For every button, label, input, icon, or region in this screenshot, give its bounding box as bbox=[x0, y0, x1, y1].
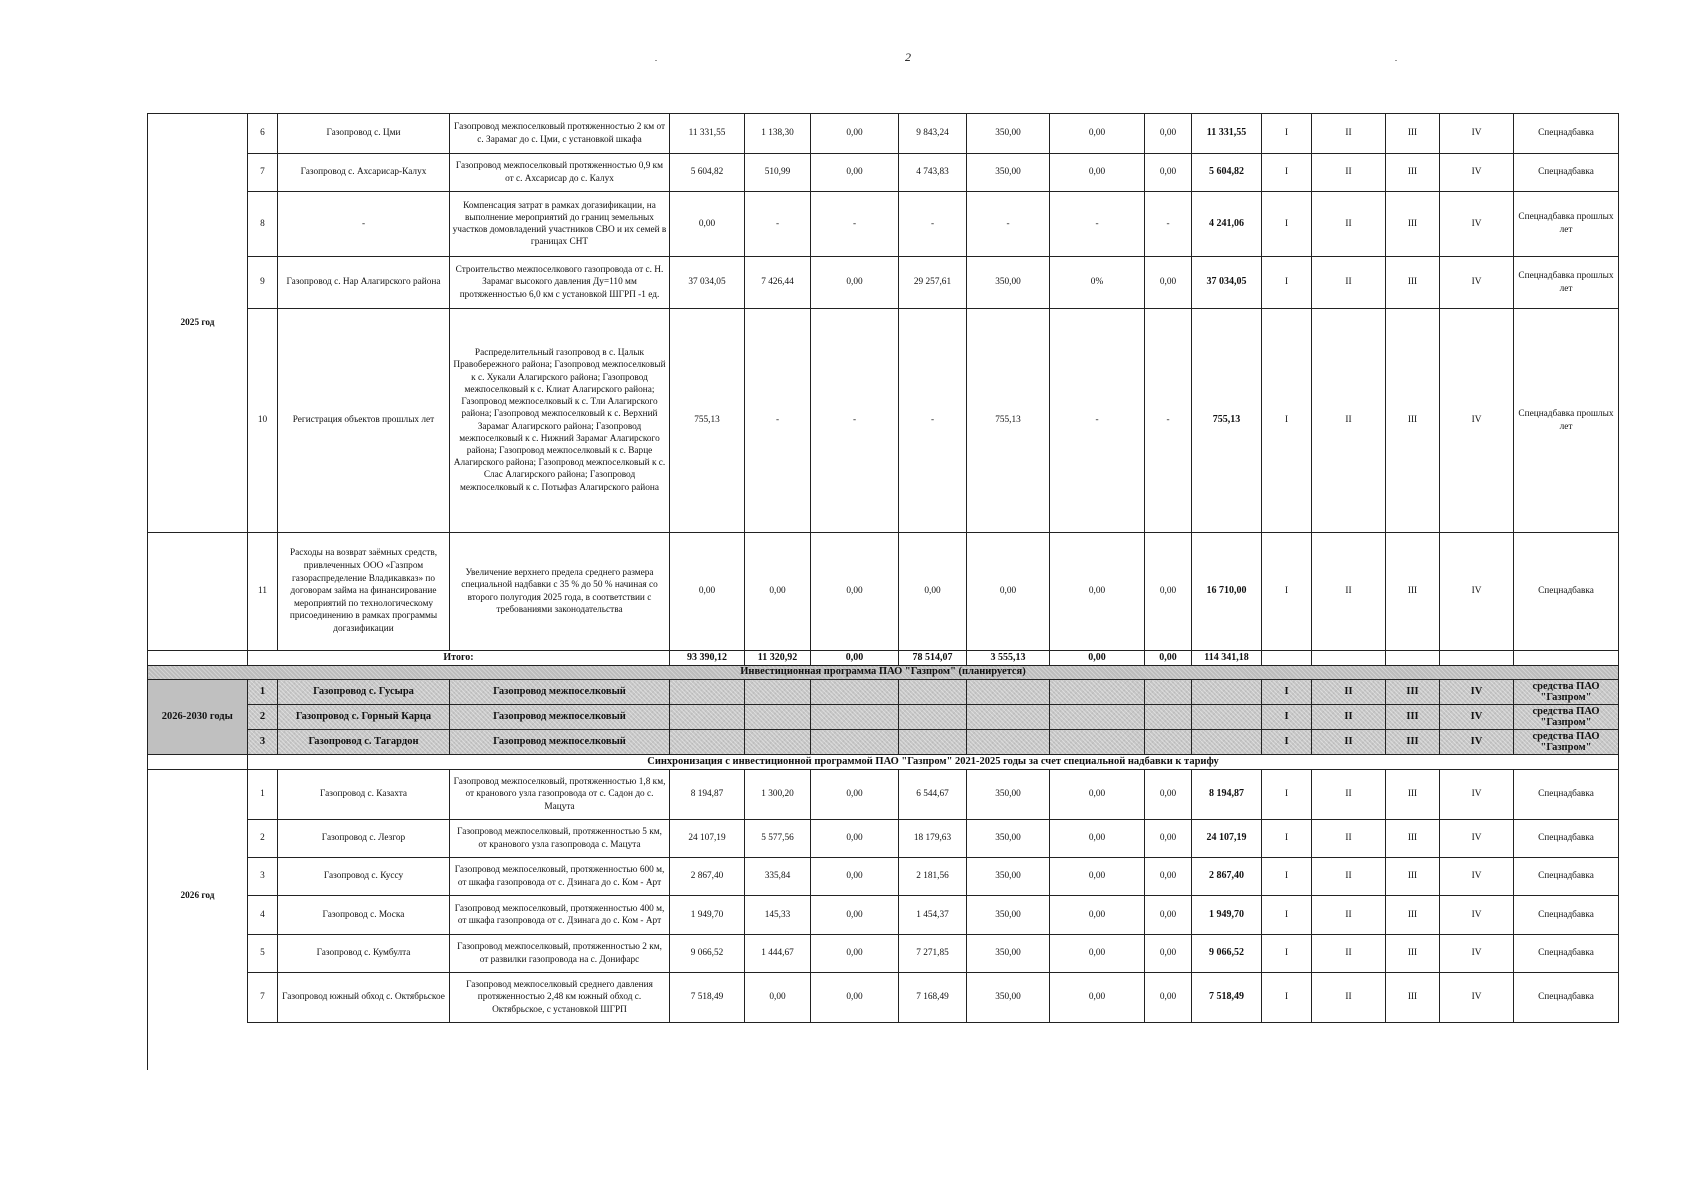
amount-c4: - bbox=[899, 192, 967, 257]
blank-cell bbox=[745, 730, 811, 755]
amount-c8: 37 034,05 bbox=[1192, 257, 1262, 309]
total-c7: 0,00 bbox=[1145, 651, 1192, 666]
amount-c3: 0,00 bbox=[811, 935, 899, 973]
total-c5: 3 555,13 bbox=[967, 651, 1050, 666]
quarter-q3: III bbox=[1386, 257, 1440, 309]
object-description: Газопровод межпоселковый bbox=[450, 705, 670, 730]
row-number: 3 bbox=[248, 858, 278, 896]
quarter-q2: II bbox=[1312, 705, 1386, 730]
amount-c1: 1 949,70 bbox=[670, 896, 745, 935]
quarter-q3: III bbox=[1386, 896, 1440, 935]
amount-c2: 0,00 bbox=[745, 973, 811, 1023]
amount-c4: 1 454,37 bbox=[899, 896, 967, 935]
amount-c1: 0,00 bbox=[670, 533, 745, 651]
quarter-q4: IV bbox=[1440, 896, 1514, 935]
blank-cell bbox=[1386, 651, 1440, 666]
object-description: Газопровод межпоселковый, протяженностью 600 м, от шкафа газопровода от с. Дзинага до с. Ком - Арт bbox=[450, 858, 670, 896]
amount-c7: - bbox=[1145, 192, 1192, 257]
quarter-q1: I bbox=[1262, 730, 1312, 755]
amount-c6: 0,00 bbox=[1050, 770, 1145, 820]
amount-c2: 5 577,56 bbox=[745, 820, 811, 858]
blank-cell bbox=[670, 705, 745, 730]
total-c3: 0,00 bbox=[811, 651, 899, 666]
amount-c6: 0% bbox=[1050, 257, 1145, 309]
object-description: Газопровод межпоселковый, протяженностью 2 км, от развилки газопровода на с. Донифарс bbox=[450, 935, 670, 973]
amount-c5: - bbox=[967, 192, 1050, 257]
section-2025 bbox=[148, 114, 1619, 666]
amount-c7: 0,00 bbox=[1145, 820, 1192, 858]
quarter-q2: II bbox=[1312, 192, 1386, 257]
amount-c6: 0,00 bbox=[1050, 896, 1145, 935]
quarter-q2: II bbox=[1312, 770, 1386, 820]
quarter-q4: IV bbox=[1440, 114, 1514, 154]
amount-c3: - bbox=[811, 309, 899, 533]
sync-header-row bbox=[148, 755, 1619, 770]
row-number: 11 bbox=[248, 533, 278, 651]
total-c2: 11 320,92 bbox=[745, 651, 811, 666]
table-row bbox=[148, 533, 1619, 651]
quarter-q3: III bbox=[1386, 858, 1440, 896]
amount-c3: 0,00 bbox=[811, 770, 899, 820]
quarter-q1: I bbox=[1262, 533, 1312, 651]
quarter-q2: II bbox=[1312, 257, 1386, 309]
amount-c5: 350,00 bbox=[967, 257, 1050, 309]
blank-cell bbox=[899, 730, 967, 755]
table-row bbox=[148, 935, 1619, 973]
amount-c8: 755,13 bbox=[1192, 309, 1262, 533]
amount-c7: 0,00 bbox=[1145, 154, 1192, 192]
quarter-q2: II bbox=[1312, 533, 1386, 651]
blank-cell bbox=[1192, 680, 1262, 705]
funding-source: средства ПАО "Газпром" bbox=[1514, 705, 1619, 730]
object-description: Газопровод межпоселковый протяженностью 2 км от с. Зарамаг до с. Цми, с установкой шкафа bbox=[450, 114, 670, 154]
page-number: 2 bbox=[905, 50, 911, 64]
row-number: 1 bbox=[248, 770, 278, 820]
quarter-q4: IV bbox=[1440, 192, 1514, 257]
total-c4: 78 514,07 bbox=[899, 651, 967, 666]
sync-header: Синхронизация с инвестиционной программой ПАО "Газпром" 2021-2025 годы за счет специальной надбавки к тарифу bbox=[248, 755, 1619, 770]
blank-cell bbox=[811, 680, 899, 705]
total-label: Итого: bbox=[248, 651, 670, 666]
blank-cell bbox=[1145, 680, 1192, 705]
object-name: Газопровод с. Тагардон bbox=[278, 730, 450, 755]
amount-c4: 6 544,67 bbox=[899, 770, 967, 820]
amount-c7: 0,00 bbox=[1145, 935, 1192, 973]
year-cell: 2025 год bbox=[148, 114, 248, 533]
blank-cell bbox=[1514, 651, 1619, 666]
quarter-q3: III bbox=[1386, 820, 1440, 858]
quarter-q3: III bbox=[1386, 770, 1440, 820]
object-description: Газопровод межпоселковый, протяженностью 5 км, от кранового узла газопровода с. Мацута bbox=[450, 820, 670, 858]
blank-cell bbox=[811, 730, 899, 755]
amount-c6: 0,00 bbox=[1050, 973, 1145, 1023]
object-name: Газопровод южный обход с. Октябрьское bbox=[278, 973, 450, 1023]
object-name: Газопровод с. Куссу bbox=[278, 858, 450, 896]
total-row bbox=[148, 651, 1619, 666]
quarter-q1: I bbox=[1262, 896, 1312, 935]
blank-cell bbox=[745, 705, 811, 730]
funding-source: Спецнадбавка bbox=[1514, 533, 1619, 651]
quarter-q3: III bbox=[1386, 680, 1440, 705]
quarter-q1: I bbox=[1262, 973, 1312, 1023]
quarter-q2: II bbox=[1312, 973, 1386, 1023]
quarter-q3: III bbox=[1386, 533, 1440, 651]
amount-c2: 1 444,67 bbox=[745, 935, 811, 973]
row-number: 3 bbox=[248, 730, 278, 755]
amount-c1: 37 034,05 bbox=[670, 257, 745, 309]
amount-c8: 1 949,70 bbox=[1192, 896, 1262, 935]
row-number: 9 bbox=[248, 257, 278, 309]
year-cell: 2026-2030 годы bbox=[148, 680, 248, 755]
amount-c3: 0,00 bbox=[811, 896, 899, 935]
amount-c7: 0,00 bbox=[1145, 973, 1192, 1023]
blank-cell bbox=[148, 651, 248, 666]
amount-c8: 5 604,82 bbox=[1192, 154, 1262, 192]
row-number: 6 bbox=[248, 114, 278, 154]
investment-row bbox=[148, 705, 1619, 730]
funding-source: средства ПАО "Газпром" bbox=[1514, 680, 1619, 705]
amount-c5: 350,00 bbox=[967, 935, 1050, 973]
blank-cell bbox=[899, 680, 967, 705]
object-description: Газопровод межпоселковый, протяженностью 1,8 км, от кранового узла газопровода от с. Садон до с. Мацута bbox=[450, 770, 670, 820]
amount-c5: 350,00 bbox=[967, 973, 1050, 1023]
blank-cell bbox=[967, 680, 1050, 705]
amount-c8: 11 331,55 bbox=[1192, 114, 1262, 154]
table-row bbox=[148, 858, 1619, 896]
quarter-q3: III bbox=[1386, 705, 1440, 730]
amount-c5: 755,13 bbox=[967, 309, 1050, 533]
funding-source: Спецнадбавка bbox=[1514, 935, 1619, 973]
amount-c2: - bbox=[745, 192, 811, 257]
amount-c7: - bbox=[1145, 309, 1192, 533]
year-cell: 2026 год bbox=[148, 770, 248, 1023]
blank-cell bbox=[811, 705, 899, 730]
funding-source: Спецнадбавка bbox=[1514, 973, 1619, 1023]
quarter-q2: II bbox=[1312, 820, 1386, 858]
year-cell bbox=[148, 533, 248, 651]
object-name: Регистрация объектов прошлых лет bbox=[278, 309, 450, 533]
quarter-q2: II bbox=[1312, 680, 1386, 705]
amount-c4: 0,00 bbox=[899, 533, 967, 651]
object-name: Расходы на возврат заёмных средств, привлеченных ООО «Газпром газораспределение Владикавказ» по договорам займа на финансирование мероприятий по технологическому присоединению в рамках программы догазификации bbox=[278, 533, 450, 651]
amount-c1: 0,00 bbox=[670, 192, 745, 257]
quarter-q1: I bbox=[1262, 309, 1312, 533]
quarter-q1: I bbox=[1262, 820, 1312, 858]
quarter-q3: III bbox=[1386, 730, 1440, 755]
funding-source: Спецнадбавка bbox=[1514, 770, 1619, 820]
object-description: Газопровод межпоселковый, протяженностью 400 м, от шкафа газопровода от с. Дзинага до с. Ком - Арт bbox=[450, 896, 670, 935]
amount-c7: 0,00 bbox=[1145, 114, 1192, 154]
blank-cell bbox=[899, 705, 967, 730]
object-description: Газопровод межпоселковый среднего давления протяженностью 2,48 км южный обход с. Октябрьское, с установкой ШГРП bbox=[450, 973, 670, 1023]
object-name: Газопровод с. Лезгор bbox=[278, 820, 450, 858]
amount-c6: 0,00 bbox=[1050, 114, 1145, 154]
blank-cell bbox=[670, 680, 745, 705]
table-row bbox=[148, 820, 1619, 858]
quarter-q2: II bbox=[1312, 309, 1386, 533]
quarter-q2: II bbox=[1312, 114, 1386, 154]
blank-cell bbox=[1050, 730, 1145, 755]
amount-c8: 2 867,40 bbox=[1192, 858, 1262, 896]
quarter-q2: II bbox=[1312, 935, 1386, 973]
left-rule bbox=[147, 115, 148, 1070]
amount-c5: 350,00 bbox=[967, 154, 1050, 192]
object-name: Газопровод с. Цми bbox=[278, 114, 450, 154]
object-description: Газопровод межпоселковый bbox=[450, 680, 670, 705]
amount-c6: 0,00 bbox=[1050, 935, 1145, 973]
amount-c3: 0,00 bbox=[811, 114, 899, 154]
quarter-q2: II bbox=[1312, 858, 1386, 896]
funding-source: Спецнадбавка bbox=[1514, 896, 1619, 935]
row-number: 5 bbox=[248, 935, 278, 973]
quarter-q3: III bbox=[1386, 309, 1440, 533]
amount-c1: 755,13 bbox=[670, 309, 745, 533]
amount-c8: 16 710,00 bbox=[1192, 533, 1262, 651]
quarter-q3: III bbox=[1386, 192, 1440, 257]
object-name: Газопровод с. Моска bbox=[278, 896, 450, 935]
row-number: 7 bbox=[248, 973, 278, 1023]
object-description: Распределительный газопровод в с. Цалык Правобережного района; Газопровод межпоселковый к с. Хукали Алагирского района; Газопровод межпоселковый к с. Клиат Алагирского района; Газопровод межпоселковый к с. Тли Алагирского района; Газопровод межпоселковый к с. Верхний Зарамаг Алагирского района; Газопровод межпоселковый к с. Нижний Зарамаг Алагирского района; Газопровод межпоселковый к с. Варце Алагирского района; Газопровод межпоселковый к с. Слас Алагирского района; Газопровод межпоселковый к с. Потыфаз Алагирского района bbox=[450, 309, 670, 533]
section-investment bbox=[148, 666, 1619, 755]
table-row bbox=[148, 192, 1619, 257]
amount-c3: 0,00 bbox=[811, 154, 899, 192]
object-description: Компенсация затрат в рамках догазификации, на выполнение мероприятий до границ земельных участков домовладений участников СВО и их семей в границах СНТ bbox=[450, 192, 670, 257]
funding-source: Спецнадбавка прошлых лет bbox=[1514, 192, 1619, 257]
amount-c3: 0,00 bbox=[811, 973, 899, 1023]
amount-c1: 9 066,52 bbox=[670, 935, 745, 973]
quarter-q1: I bbox=[1262, 680, 1312, 705]
blank-cell bbox=[1262, 651, 1312, 666]
quarter-q1: I bbox=[1262, 192, 1312, 257]
amount-c4: - bbox=[899, 309, 967, 533]
quarter-q1: I bbox=[1262, 858, 1312, 896]
object-name: Газопровод с. Ахсарисар-Калух bbox=[278, 154, 450, 192]
object-name: Газопровод с. Кумбулта bbox=[278, 935, 450, 973]
table-row bbox=[148, 973, 1619, 1023]
funding-source: Спецнадбавка bbox=[1514, 858, 1619, 896]
amount-c1: 2 867,40 bbox=[670, 858, 745, 896]
quarter-q1: I bbox=[1262, 935, 1312, 973]
quarter-q1: I bbox=[1262, 154, 1312, 192]
quarter-q4: IV bbox=[1440, 730, 1514, 755]
funding-source: Спецнадбавка прошлых лет bbox=[1514, 309, 1619, 533]
row-number: 2 bbox=[248, 820, 278, 858]
amount-c2: 510,99 bbox=[745, 154, 811, 192]
amount-c6: 0,00 bbox=[1050, 820, 1145, 858]
blank-cell bbox=[1192, 705, 1262, 730]
quarter-q4: IV bbox=[1440, 820, 1514, 858]
table-row bbox=[148, 896, 1619, 935]
quarter-q4: IV bbox=[1440, 935, 1514, 973]
amount-c6: - bbox=[1050, 309, 1145, 533]
quarter-q4: IV bbox=[1440, 973, 1514, 1023]
amount-c5: 350,00 bbox=[967, 896, 1050, 935]
amount-c2: 1 300,20 bbox=[745, 770, 811, 820]
amount-c5: 350,00 bbox=[967, 114, 1050, 154]
amount-c4: 7 271,85 bbox=[899, 935, 967, 973]
blank-cell bbox=[1440, 651, 1514, 666]
amount-c4: 9 843,24 bbox=[899, 114, 967, 154]
amount-c6: 0,00 bbox=[1050, 533, 1145, 651]
quarter-q4: IV bbox=[1440, 705, 1514, 730]
amount-c1: 11 331,55 bbox=[670, 114, 745, 154]
amount-c6: 0,00 bbox=[1050, 154, 1145, 192]
table-row bbox=[148, 770, 1619, 820]
investment-row bbox=[148, 680, 1619, 705]
quarter-q1: I bbox=[1262, 257, 1312, 309]
quarter-q4: IV bbox=[1440, 309, 1514, 533]
investment-header: Инвестиционная программа ПАО "Газпром" (планируется) bbox=[148, 666, 1619, 680]
funding-source: Спецнадбавка bbox=[1514, 154, 1619, 192]
amount-c4: 4 743,83 bbox=[899, 154, 967, 192]
blank-cell bbox=[967, 730, 1050, 755]
table-row bbox=[148, 114, 1619, 154]
amount-c3: - bbox=[811, 192, 899, 257]
amount-c2: 145,33 bbox=[745, 896, 811, 935]
funding-source: Спецнадбавка bbox=[1514, 114, 1619, 154]
scan-speck bbox=[1395, 60, 1397, 61]
amount-c4: 29 257,61 bbox=[899, 257, 967, 309]
row-number: 7 bbox=[248, 154, 278, 192]
row-number: 10 bbox=[248, 309, 278, 533]
object-name: Газопровод с. Казахта bbox=[278, 770, 450, 820]
investment-row bbox=[148, 730, 1619, 755]
quarter-q4: IV bbox=[1440, 858, 1514, 896]
quarter-q4: IV bbox=[1440, 680, 1514, 705]
table-row bbox=[148, 257, 1619, 309]
amount-c6: - bbox=[1050, 192, 1145, 257]
amount-c3: 0,00 bbox=[811, 257, 899, 309]
quarter-q4: IV bbox=[1440, 533, 1514, 651]
program-table bbox=[147, 113, 1619, 1023]
amount-c1: 7 518,49 bbox=[670, 973, 745, 1023]
amount-c3: 0,00 bbox=[811, 820, 899, 858]
amount-c8: 4 241,06 bbox=[1192, 192, 1262, 257]
row-number: 4 bbox=[248, 896, 278, 935]
blank-cell bbox=[1050, 705, 1145, 730]
row-number: 8 bbox=[248, 192, 278, 257]
amount-c5: 350,00 bbox=[967, 858, 1050, 896]
amount-c7: 0,00 bbox=[1145, 896, 1192, 935]
total-c6: 0,00 bbox=[1050, 651, 1145, 666]
blank-cell bbox=[1145, 705, 1192, 730]
amount-c7: 0,00 bbox=[1145, 257, 1192, 309]
amount-c4: 18 179,63 bbox=[899, 820, 967, 858]
amount-c3: 0,00 bbox=[811, 533, 899, 651]
table-row bbox=[148, 154, 1619, 192]
blank-cell bbox=[1145, 730, 1192, 755]
table-row bbox=[148, 309, 1619, 533]
funding-source: Спецнадбавка bbox=[1514, 820, 1619, 858]
amount-c1: 5 604,82 bbox=[670, 154, 745, 192]
quarter-q3: III bbox=[1386, 973, 1440, 1023]
blank-cell bbox=[1192, 730, 1262, 755]
amount-c5: 0,00 bbox=[967, 533, 1050, 651]
amount-c3: 0,00 bbox=[811, 858, 899, 896]
amount-c2: 0,00 bbox=[745, 533, 811, 651]
investment-header-row bbox=[148, 666, 1619, 680]
amount-c7: 0,00 bbox=[1145, 858, 1192, 896]
amount-c2: 7 426,44 bbox=[745, 257, 811, 309]
amount-c7: 0,00 bbox=[1145, 533, 1192, 651]
amount-c5: 350,00 bbox=[967, 770, 1050, 820]
quarter-q1: I bbox=[1262, 770, 1312, 820]
amount-c8: 7 518,49 bbox=[1192, 973, 1262, 1023]
quarter-q3: III bbox=[1386, 154, 1440, 192]
amount-c2: - bbox=[745, 309, 811, 533]
object-name: - bbox=[278, 192, 450, 257]
quarter-q2: II bbox=[1312, 730, 1386, 755]
quarter-q1: I bbox=[1262, 114, 1312, 154]
amount-c2: 335,84 bbox=[745, 858, 811, 896]
amount-c4: 7 168,49 bbox=[899, 973, 967, 1023]
amount-c4: 2 181,56 bbox=[899, 858, 967, 896]
object-description: Газопровод межпоселковый bbox=[450, 730, 670, 755]
quarter-q3: III bbox=[1386, 935, 1440, 973]
blank-cell bbox=[1312, 651, 1386, 666]
object-description: Газопровод межпоселковый протяженностью 0,9 км от с. Ахсарисар до с. Калух bbox=[450, 154, 670, 192]
amount-c1: 8 194,87 bbox=[670, 770, 745, 820]
object-description: Строительство межпоселкового газопровода от с. Н. Зарамаг высокого давления Ду=110 мм протяженностью 6,0 км с установкой ШГРП -1 ед. bbox=[450, 257, 670, 309]
amount-c1: 24 107,19 bbox=[670, 820, 745, 858]
row-number: 2 bbox=[248, 705, 278, 730]
quarter-q2: II bbox=[1312, 154, 1386, 192]
quarter-q1: I bbox=[1262, 705, 1312, 730]
amount-c2: 1 138,30 bbox=[745, 114, 811, 154]
blank-cell bbox=[1050, 680, 1145, 705]
amount-c8: 8 194,87 bbox=[1192, 770, 1262, 820]
quarter-q3: III bbox=[1386, 114, 1440, 154]
amount-c6: 0,00 bbox=[1050, 858, 1145, 896]
total-c8: 114 341,18 bbox=[1192, 651, 1262, 666]
object-name: Газопровод с. Гусыра bbox=[278, 680, 450, 705]
funding-source: средства ПАО "Газпром" bbox=[1514, 730, 1619, 755]
funding-source: Спецнадбавка прошлых лет bbox=[1514, 257, 1619, 309]
object-name: Газопровод с. Нар Алагирского района bbox=[278, 257, 450, 309]
row-number: 1 bbox=[248, 680, 278, 705]
section-2026 bbox=[148, 755, 1619, 1023]
blank-cell bbox=[670, 730, 745, 755]
blank-cell bbox=[745, 680, 811, 705]
blank-cell bbox=[148, 755, 248, 770]
amount-c8: 9 066,52 bbox=[1192, 935, 1262, 973]
amount-c7: 0,00 bbox=[1145, 770, 1192, 820]
quarter-q4: IV bbox=[1440, 770, 1514, 820]
object-description: Увеличение верхнего предела среднего размера специальной надбавки с 35 % до 50 % начиная со второго полугодия 2025 года, в соответствии с требованиями законодательства bbox=[450, 533, 670, 651]
total-c1: 93 390,12 bbox=[670, 651, 745, 666]
quarter-q4: IV bbox=[1440, 257, 1514, 309]
object-name: Газопровод с. Горный Карца bbox=[278, 705, 450, 730]
blank-cell bbox=[967, 705, 1050, 730]
amount-c5: 350,00 bbox=[967, 820, 1050, 858]
quarter-q2: II bbox=[1312, 896, 1386, 935]
scan-speck bbox=[655, 60, 657, 61]
quarter-q4: IV bbox=[1440, 154, 1514, 192]
amount-c8: 24 107,19 bbox=[1192, 820, 1262, 858]
